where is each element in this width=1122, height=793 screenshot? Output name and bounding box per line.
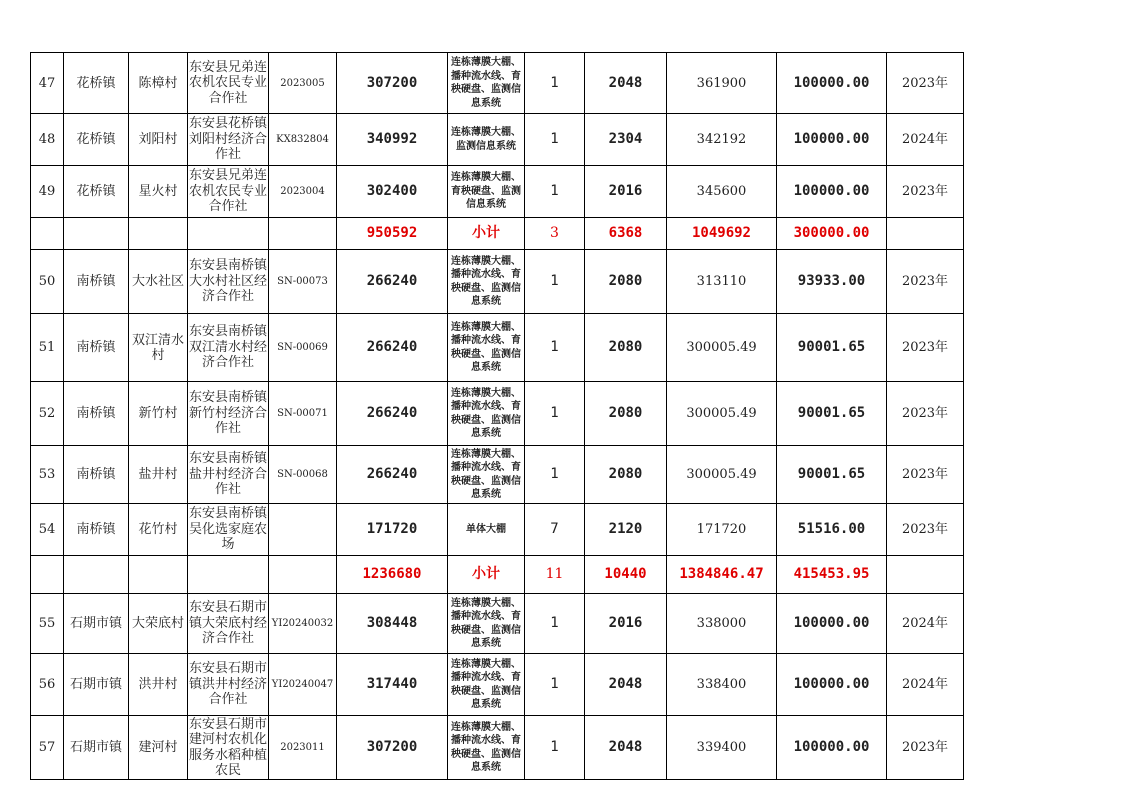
table-body [31, 53, 964, 780]
row-number: 49 [31, 166, 64, 218]
year-cell: 2024年 [887, 114, 964, 166]
row-number: 47 [31, 53, 64, 114]
empty-cell [31, 218, 64, 250]
project-content-cell: 连栋薄膜大棚、播种流水线、育秧硬盘、监测信息系统 [448, 446, 525, 504]
subsidy-cell: 100000.00 [777, 53, 887, 114]
year-cell: 2023年 [887, 382, 964, 446]
registration-code-cell: 2023011 [269, 716, 337, 780]
project-table [30, 52, 964, 780]
project-content-cell: 连栋薄膜大棚、监测信息系统 [448, 114, 525, 166]
town-cell: 石期市镇 [64, 654, 129, 716]
empty-cell [887, 556, 964, 594]
organization-cell: 东安县花桥镇刘阳村经济合作社 [188, 114, 269, 166]
village-cell: 双江清水村 [129, 314, 188, 382]
town-cell: 花桥镇 [64, 53, 129, 114]
area-cell: 2304 [585, 114, 667, 166]
row-number: 52 [31, 382, 64, 446]
quantity-cell: 1 [525, 716, 585, 780]
row-number: 48 [31, 114, 64, 166]
organization-cell: 东安县兄弟连农机农民专业合作社 [188, 53, 269, 114]
year-cell: 2023年 [887, 166, 964, 218]
subtotal-row [31, 218, 964, 250]
subtotal-subsidy-cell: 415453.95 [777, 556, 887, 594]
quantity-cell: 1 [525, 53, 585, 114]
project-content-cell: 连栋薄膜大棚、播种流水线、育秧硬盘、监测信息系统 [448, 654, 525, 716]
subsidy-cell: 90001.65 [777, 446, 887, 504]
investment-cell: 300005.49 [667, 382, 777, 446]
organization-cell: 东安县石期市镇大荣底村经济合作社 [188, 594, 269, 654]
subsidy-cell: 100000.00 [777, 594, 887, 654]
area-cell: 2048 [585, 716, 667, 780]
subtotal-label: 小计 [448, 218, 525, 250]
price-cell: 266240 [337, 382, 448, 446]
village-cell: 建河村 [129, 716, 188, 780]
year-cell: 2023年 [887, 716, 964, 780]
table-row [31, 53, 964, 114]
quantity-cell: 1 [525, 114, 585, 166]
project-content-cell: 连栋薄膜大棚、播种流水线、育秧硬盘、监测信息系统 [448, 53, 525, 114]
organization-cell: 东安县石期市镇洪井村经济合作社 [188, 654, 269, 716]
table-row [31, 166, 964, 218]
town-cell: 南桥镇 [64, 250, 129, 314]
quantity-cell: 1 [525, 314, 585, 382]
registration-code-cell: YI20240047 [269, 654, 337, 716]
village-cell: 大水社区 [129, 250, 188, 314]
investment-cell: 339400 [667, 716, 777, 780]
registration-code-cell: SN-00068 [269, 446, 337, 504]
table-row [31, 314, 964, 382]
area-cell: 2016 [585, 594, 667, 654]
year-cell: 2023年 [887, 314, 964, 382]
price-cell: 302400 [337, 166, 448, 218]
empty-cell [188, 556, 269, 594]
empty-cell [887, 218, 964, 250]
subsidy-cell: 100000.00 [777, 716, 887, 780]
price-cell: 317440 [337, 654, 448, 716]
subtotal-area-cell: 6368 [585, 218, 667, 250]
organization-cell: 东安县南桥镇吴化选家庭农场 [188, 504, 269, 556]
quantity-cell: 1 [525, 446, 585, 504]
price-cell: 266240 [337, 314, 448, 382]
subtotal-row [31, 556, 964, 594]
organization-cell: 东安县石期市建河村农机化服务水稻种植农民 [189, 716, 268, 778]
quantity-cell: 1 [525, 654, 585, 716]
village-cell: 星火村 [129, 166, 188, 218]
subsidy-cell: 100000.00 [777, 114, 887, 166]
village-cell: 洪井村 [129, 654, 188, 716]
table-row [31, 446, 964, 504]
year-cell: 2023年 [887, 53, 964, 114]
town-cell: 南桥镇 [64, 446, 129, 504]
town-cell: 南桥镇 [64, 504, 129, 556]
subtotal-label: 小计 [448, 556, 525, 594]
row-number: 56 [31, 654, 64, 716]
project-content-cell: 连栋薄膜大棚、播种流水线、育秧硬盘、监测信息系统 [448, 250, 525, 314]
year-cell: 2024年 [887, 594, 964, 654]
registration-code-cell: YI20240032 [269, 594, 337, 654]
subsidy-cell: 90001.65 [777, 382, 887, 446]
table-row [31, 250, 964, 314]
empty-cell [31, 556, 64, 594]
organization-cell: 东安县南桥镇新竹村经济合作社 [188, 382, 269, 446]
project-content-cell: 单体大棚 [448, 504, 525, 556]
registration-code-cell [269, 504, 337, 556]
quantity-cell: 1 [525, 250, 585, 314]
row-number: 50 [31, 250, 64, 314]
investment-cell: 342192 [667, 114, 777, 166]
project-content-cell: 连栋薄膜大棚、播种流水线、育秧硬盘、监测信息系统 [448, 716, 525, 780]
organization-cell: 东安县南桥镇盐井村经济合作社 [188, 446, 269, 504]
subtotal-price-cell: 1236680 [337, 556, 448, 594]
registration-code-cell: 2023004 [269, 166, 337, 218]
investment-cell: 361900 [667, 53, 777, 114]
subtotal-subsidy-cell: 300000.00 [777, 218, 887, 250]
investment-cell: 338000 [667, 594, 777, 654]
subtotal-quantity-cell: 11 [525, 556, 585, 594]
organization-cell: 东安县南桥镇大水村社区经济合作社 [188, 250, 269, 314]
project-content-cell: 连栋薄膜大棚、播种流水线、育秧硬盘、监测信息系统 [448, 594, 525, 654]
subtotal-investment-cell: 1049692 [667, 218, 777, 250]
year-cell: 2023年 [887, 504, 964, 556]
table-row [31, 504, 964, 556]
row-number: 55 [31, 594, 64, 654]
empty-cell [188, 218, 269, 250]
registration-code-cell: 2023005 [269, 53, 337, 114]
registration-code-cell: SN-00069 [269, 314, 337, 382]
price-cell: 340992 [337, 114, 448, 166]
registration-code-cell: KX832804 [269, 114, 337, 166]
quantity-cell: 7 [525, 504, 585, 556]
investment-cell: 313110 [667, 250, 777, 314]
quantity-cell: 1 [525, 382, 585, 446]
project-content-cell: 连栋薄膜大棚、播种流水线、育秧硬盘、监测信息系统 [448, 382, 525, 446]
row-number: 53 [31, 446, 64, 504]
table-row [31, 114, 964, 166]
village-cell: 刘阳村 [129, 114, 188, 166]
empty-cell [129, 218, 188, 250]
subsidy-cell: 90001.65 [777, 314, 887, 382]
quantity-cell: 1 [525, 594, 585, 654]
area-cell: 2016 [585, 166, 667, 218]
subsidy-cell: 100000.00 [777, 166, 887, 218]
investment-cell: 300005.49 [667, 446, 777, 504]
row-number: 54 [31, 504, 64, 556]
price-cell: 266240 [337, 250, 448, 314]
empty-cell [129, 556, 188, 594]
area-cell: 2080 [585, 314, 667, 382]
subsidy-cell: 93933.00 [777, 250, 887, 314]
row-number: 51 [31, 314, 64, 382]
investment-cell: 338400 [667, 654, 777, 716]
subtotal-area-cell: 10440 [585, 556, 667, 594]
town-cell: 南桥镇 [64, 382, 129, 446]
area-cell: 2080 [585, 250, 667, 314]
area-cell: 2120 [585, 504, 667, 556]
year-cell: 2023年 [887, 446, 964, 504]
empty-cell [64, 556, 129, 594]
empty-cell [269, 218, 337, 250]
investment-cell: 171720 [667, 504, 777, 556]
table-row [31, 382, 964, 446]
village-cell: 大荣底村 [129, 594, 188, 654]
price-cell: 308448 [337, 594, 448, 654]
project-content-cell: 连栋薄膜大棚、育秧硬盘、监测信息系统 [448, 166, 525, 218]
subsidy-cell: 51516.00 [777, 504, 887, 556]
subsidy-cell: 100000.00 [777, 654, 887, 716]
year-cell: 2024年 [887, 654, 964, 716]
subtotal-investment-cell: 1384846.47 [667, 556, 777, 594]
area-cell: 2080 [585, 382, 667, 446]
organization-cell: 东安县南桥镇双江清水村经济合作社 [188, 314, 269, 382]
town-cell: 南桥镇 [64, 314, 129, 382]
empty-cell [64, 218, 129, 250]
investment-cell: 300005.49 [667, 314, 777, 382]
price-cell: 171720 [337, 504, 448, 556]
area-cell: 2048 [585, 53, 667, 114]
town-cell: 石期市镇 [64, 594, 129, 654]
organization-cell: 东安县兄弟连农机农民专业合作社 [188, 166, 269, 218]
village-cell: 陈樟村 [129, 53, 188, 114]
quantity-cell: 1 [525, 166, 585, 218]
table-row [31, 716, 964, 780]
table-row [31, 594, 964, 654]
area-cell: 2080 [585, 446, 667, 504]
town-cell: 花桥镇 [64, 114, 129, 166]
registration-code-cell: SN-00071 [269, 382, 337, 446]
village-cell: 盐井村 [129, 446, 188, 504]
price-cell: 307200 [337, 716, 448, 780]
subtotal-quantity-cell: 3 [525, 218, 585, 250]
table-row [31, 654, 964, 716]
subtotal-price-cell: 950592 [337, 218, 448, 250]
village-cell: 新竹村 [129, 382, 188, 446]
town-cell: 石期市镇 [64, 716, 129, 780]
village-cell: 花竹村 [129, 504, 188, 556]
project-content-cell: 连栋薄膜大棚、播种流水线、育秧硬盘、监测信息系统 [448, 314, 525, 382]
area-cell: 2048 [585, 654, 667, 716]
registration-code-cell: SN-00073 [269, 250, 337, 314]
investment-cell: 345600 [667, 166, 777, 218]
town-cell: 花桥镇 [64, 166, 129, 218]
price-cell: 307200 [337, 53, 448, 114]
price-cell: 266240 [337, 446, 448, 504]
empty-cell [269, 556, 337, 594]
row-number: 57 [31, 716, 64, 780]
year-cell: 2023年 [887, 250, 964, 314]
